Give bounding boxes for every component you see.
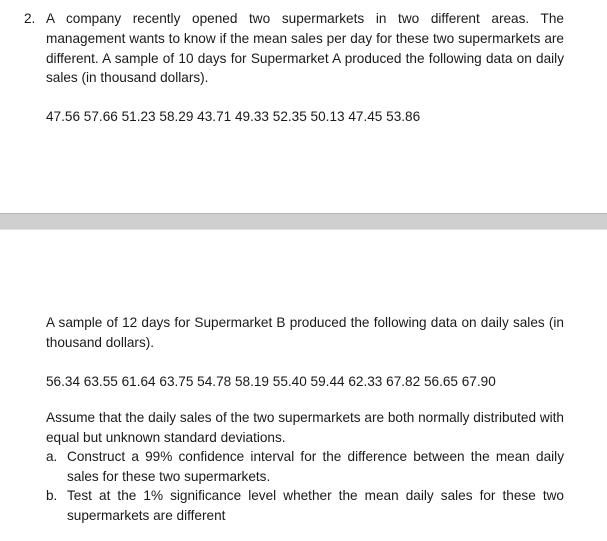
part-b: [46, 486, 564, 526]
supermarket-a-data: 47.56 57.66 51.23 58.29 43.71 49.33 52.35 50.13 47.45 53.86: [46, 109, 421, 124]
supermarket-b-data: 56.34 63.55 61.64 63.75 54.78 58.19 55.40 59.44 62.33 67.82 56.65 67.90: [46, 374, 496, 389]
question-number: 2.: [24, 11, 36, 26]
part-a: [46, 447, 564, 487]
assumption-text: Assume that the daily sales of the two supermarkets are both normally distributed with equal but unknown standard deviations.: [46, 410, 564, 445]
part-a-text: Construct a 99% confidence interval for the difference between the mean daily sales for these two supermarkets.: [67, 449, 564, 484]
page-separator: [0, 213, 607, 230]
part-b-text: Test at the 1% significance level whether the mean daily sales for these two supermarkets are different: [67, 488, 564, 523]
part-a-letter: a.: [46, 449, 58, 464]
supermarket-b-intro: A sample of 12 days for Supermarket B produced the following data on daily sales (in thousand dollars).: [46, 315, 564, 350]
question-intro-text: A company recently opened two supermarkets in two different areas. The management wants to know if the mean sales per day for these two supermarkets are different. A sample of 10 days for Supermarket A produced the following data on daily sales (in thousand dollars).: [46, 11, 564, 86]
part-b-letter: b.: [46, 488, 58, 503]
question-intro: [24, 9, 564, 88]
